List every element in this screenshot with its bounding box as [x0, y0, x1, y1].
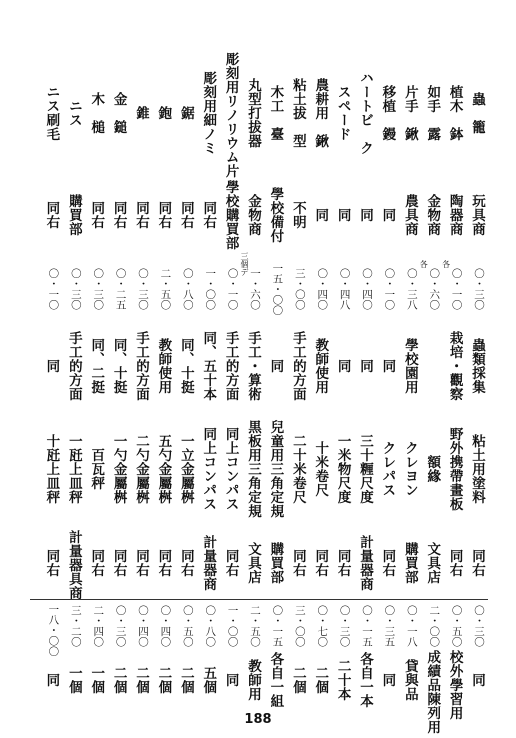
supplier: 同右	[155, 549, 172, 577]
supplier: 學校備付	[267, 187, 284, 243]
item-name: 一立金屬桝	[177, 434, 194, 504]
item-name: 鋸	[177, 106, 194, 120]
remark: 二個	[155, 666, 172, 694]
item-name: 野外携帶畫板	[446, 427, 463, 511]
supplier: 同	[379, 208, 396, 222]
remark: 各自一本	[357, 652, 373, 708]
supplier: 同右	[43, 201, 60, 229]
item-name: 一瓩上皿秤	[65, 434, 82, 504]
supplier: 同右	[312, 549, 329, 577]
supplier: 學校購買部	[222, 180, 239, 250]
supplier: 同	[334, 208, 351, 222]
unit-price: 〇・四〇	[159, 605, 172, 647]
item-name: 粘土拔 型	[289, 78, 306, 148]
supplier: 文具店	[245, 542, 261, 584]
upper-price-band	[34, 252, 485, 320]
supplier: 同右	[177, 201, 194, 229]
supplier: 同右	[446, 549, 463, 577]
remark: 教師使用	[155, 338, 172, 394]
item-name: 二十米卷尺	[289, 434, 306, 504]
supplier: 不明	[289, 201, 306, 229]
upper-supplier-band	[34, 178, 484, 252]
remark: 校外學習用	[446, 650, 463, 720]
remark: 五個	[200, 666, 217, 694]
item-name: 金 鎚	[110, 92, 127, 134]
unit-price: 〇・一〇	[47, 268, 60, 310]
supplier: 同右	[88, 549, 105, 577]
supplier: 文具店	[424, 542, 441, 584]
supplier: 同右	[88, 201, 105, 229]
remark: 二十本	[334, 659, 351, 701]
remark: 二個	[110, 666, 127, 694]
unit-price: 一八・〇〇	[47, 604, 60, 657]
unit-price: 〇・七〇	[316, 605, 329, 647]
item-name: クレヨン	[401, 441, 418, 497]
item-name: ニス刷毛	[43, 85, 60, 141]
item-name: 十米卷尺	[312, 441, 329, 497]
unit-price: 〇・一〇	[450, 268, 463, 310]
supplier: 購買部	[401, 542, 418, 584]
unit-price: 〇・一八	[405, 605, 418, 647]
remark: 各自一組	[267, 652, 284, 708]
unit-price: 一・〇〇	[204, 268, 217, 310]
item-name: ニス	[65, 99, 82, 127]
unit-price: 〇・八〇	[204, 605, 217, 647]
item-name: ハートビ ク	[357, 71, 373, 155]
remark: 貸與品	[401, 659, 418, 701]
remark: 蟲類採集	[469, 338, 485, 394]
item-name: 十瓩上皿秤	[43, 434, 60, 504]
item-name: スペード	[334, 85, 351, 141]
item-name: 百瓦秤	[88, 448, 105, 490]
remark: 教師用	[245, 659, 261, 701]
remark: 同、二挺	[88, 338, 105, 394]
unit-price: 二・五〇	[159, 268, 172, 310]
item-name: 同上コンパス	[200, 427, 217, 511]
unit-price: 〇・一五	[271, 605, 284, 647]
item-name: 移植 鏝	[379, 85, 396, 141]
item-name: 鉋	[155, 106, 172, 120]
unit-price: 〇・一〇	[383, 268, 396, 310]
unit-price: 〇・四〇	[316, 268, 329, 310]
supplier: 同右	[334, 549, 351, 577]
remark: 同	[379, 359, 396, 373]
item-name: 植木 鉢	[446, 85, 463, 141]
lower-name-band	[34, 410, 484, 528]
unit-price: 〇・五〇	[181, 605, 194, 647]
remark: 同、十挺	[110, 338, 127, 394]
item-name: 兒童用三角定規	[267, 420, 284, 518]
unit-price: 〇・三〇	[473, 268, 485, 310]
remark: 手工的方面	[65, 331, 82, 401]
unit-price: 〇・三八	[405, 268, 418, 310]
remark: 學校園用	[401, 338, 418, 394]
item-name: 彫刻用リノリウム片	[222, 52, 239, 178]
unit-price: 〇・四〇	[137, 605, 149, 647]
supplier: 農具商	[401, 194, 418, 236]
unit-price: 〇・六〇	[428, 268, 441, 310]
remark: 同、五十本	[200, 331, 217, 401]
supplier: 同右	[133, 201, 149, 229]
unit-price: 〇・八〇	[181, 268, 194, 310]
remark: 手工的方面	[289, 331, 306, 401]
supplier: 計量器商	[200, 535, 217, 591]
item-name: 一勺金屬桝	[110, 434, 127, 504]
supplier: 同右	[469, 549, 485, 577]
unit-price: 一五・〇〇	[271, 262, 284, 316]
lower-supplier-band	[34, 530, 485, 600]
supplier: 計量器商	[357, 535, 373, 591]
unit-price: 〇・二五	[114, 268, 127, 310]
supplier: 同	[312, 208, 329, 222]
item-name: 錐	[133, 106, 149, 120]
unit-price: 三・〇〇	[293, 268, 306, 310]
remark: 同	[43, 359, 60, 373]
remark: 一個	[65, 666, 82, 694]
remark: 一個	[88, 666, 105, 694]
supplier: 同右	[110, 549, 127, 577]
supplier: 同右	[155, 201, 172, 229]
upper-note-band	[34, 326, 484, 406]
item-name: 彫刻用細ノミ	[200, 71, 217, 155]
unit-price: 〇・四〇	[361, 268, 373, 310]
unit-price: 二・〇〇	[428, 605, 441, 647]
unit-price: 三・二〇	[69, 605, 82, 647]
remark: 手工的方面	[222, 331, 239, 401]
remark: 同	[222, 673, 239, 687]
supplier: 同右	[43, 549, 60, 577]
remark: 手工的方面	[133, 331, 149, 401]
remark: 教師使用	[312, 338, 329, 394]
supplier: 同右	[200, 201, 217, 229]
item-name: 三十糎尺度	[357, 434, 373, 504]
item-name: クレパス	[379, 441, 396, 497]
item-name: 二勺金屬桝	[133, 434, 149, 504]
price-mark: 各	[441, 260, 451, 268]
supplier: 購買部	[267, 542, 284, 584]
remark: 成績品陳列用	[424, 650, 441, 734]
remark: 二個	[312, 666, 329, 694]
unit-price: 一・〇〇	[226, 605, 239, 647]
section-rule	[30, 599, 488, 600]
item-name: 如手 露	[424, 85, 441, 141]
item-name: 農耕用 鍬	[312, 78, 329, 148]
item-name: 蟲 籠	[469, 92, 485, 134]
item-name: 片手 鍬	[401, 85, 418, 141]
supplier: 同	[357, 208, 373, 222]
unit-price: 〇・三〇	[338, 605, 351, 647]
remark: 二個	[289, 666, 306, 694]
remark: 同	[469, 673, 485, 687]
item-name: 木工 臺	[267, 85, 284, 141]
item-name: 一米物尺度	[334, 434, 351, 504]
unit-price: 一・六〇	[249, 268, 261, 310]
item-name: 同上コンパス	[222, 427, 239, 511]
item-name: 丸型打拔器	[245, 78, 261, 148]
remark: 同	[267, 359, 284, 373]
unit-price: 〇・三〇	[69, 268, 82, 310]
item-name: 粘土用塗料	[469, 434, 485, 504]
item-name: 額緣	[424, 455, 441, 483]
supplier: 同右	[222, 549, 239, 577]
remark: 同	[334, 359, 351, 373]
supplier: 同右	[379, 549, 396, 577]
unit-price: 〇・一五	[361, 605, 373, 647]
supplier: 玩具商	[469, 194, 485, 236]
price-mark: 各	[419, 260, 429, 268]
unit-price: 〇・三〇	[92, 268, 105, 310]
upper-name-band	[34, 52, 485, 178]
supplier: 同右	[177, 549, 194, 577]
supplier: 金物商	[424, 194, 441, 236]
supplier: 計量器具商	[65, 530, 82, 600]
price-mark: 三個デ	[240, 252, 249, 276]
unit-price: 三・〇〇	[293, 605, 306, 647]
unit-price: 〇・一〇	[226, 268, 239, 310]
item-name: 五勺金屬桝	[155, 434, 172, 504]
remark: 同	[43, 673, 60, 687]
unit-price: 〇・三〇	[473, 605, 485, 647]
remark: 二個	[177, 666, 194, 694]
supplier: 同右	[133, 549, 149, 577]
unit-price: 二・四〇	[92, 605, 105, 647]
supplier: 購買部	[65, 194, 82, 236]
item-name: 木 槌	[88, 92, 105, 134]
unit-price: 〇・三〇	[137, 268, 149, 310]
remark: 同、十挺	[177, 338, 194, 394]
unit-price: 〇・四八	[338, 268, 351, 310]
remark: 栽培・觀察	[446, 331, 463, 401]
supplier: 同右	[110, 201, 127, 229]
page-number: 188	[244, 712, 272, 727]
unit-price: 〇・三五	[383, 605, 396, 647]
remark: 二個	[133, 666, 149, 694]
remark: 同	[379, 673, 396, 687]
item-name: 黒板用三角定規	[245, 420, 261, 518]
remark	[419, 326, 439, 406]
supplier: 同右	[289, 549, 306, 577]
unit-price: 〇・三〇	[114, 605, 127, 647]
remark: 同	[357, 359, 373, 373]
unit-price: 〇・五〇	[450, 605, 463, 647]
lower-price-band	[34, 604, 485, 657]
supplier: 陶器商	[446, 194, 463, 236]
unit-price: 二・五〇	[249, 605, 261, 647]
remark: 手工・算術	[245, 331, 261, 401]
supplier: 金物商	[245, 194, 261, 236]
